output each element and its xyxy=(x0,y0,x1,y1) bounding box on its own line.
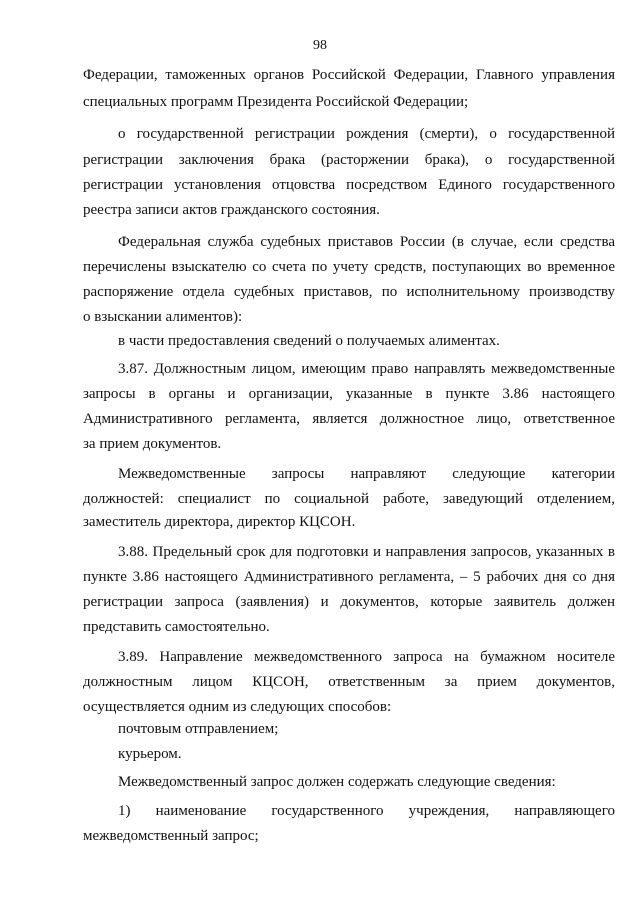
text-line: почтовым отправлением; xyxy=(118,721,279,737)
text-line: 3.88. Предельный срок для подготовки и направления запросов, указанных в xyxy=(118,544,615,560)
text-line: Административного регламента, является должностное лицо, ответственное xyxy=(83,411,615,427)
text-line: 1) наименование государственного учреждения, направляющего xyxy=(118,803,615,819)
text-line: заместитель директора, директор КЦСОН. xyxy=(83,514,356,530)
text-line: курьером. xyxy=(118,746,182,762)
text-line: распоряжение отдела судебных приставов, по исполнительному производству xyxy=(83,284,615,300)
text-line: межведомственный запрос; xyxy=(83,828,259,844)
text-line: 3.89. Направление межведомственного запроса на бумажном носителе xyxy=(118,649,615,665)
text-line: регистрации заключения брака (расторжении брака), о государственной xyxy=(83,152,615,168)
text-line: Федеральная служба судебных приставов России (в случае, если средства xyxy=(118,234,615,250)
text-line: специальных программ Президента Российской Федерации; xyxy=(83,94,469,110)
text-line: Межведомственный запрос должен содержать следующие сведения: xyxy=(118,774,556,790)
text-line: представить самостоятельно. xyxy=(83,619,270,635)
text-line: пункте 3.86 настоящего Административного регламента, – 5 рабочих дня со дня xyxy=(83,569,615,585)
text-line: Межведомственные запросы направляют следующие категории xyxy=(118,466,615,482)
text-line: перечислены взыскателю со счета по учету средств, поступающих во временное xyxy=(83,259,615,275)
text-line: должностей: специалист по социальной работе, заведующий отделением, xyxy=(83,491,615,507)
page-number: 98 xyxy=(313,38,327,53)
text-line: регистрации установления отцовства посредством Единого государственного xyxy=(83,177,615,193)
text-line: запросы в органы и организации, указанные в пункте 3.86 настоящего xyxy=(83,386,615,402)
text-line: должностным лицом КЦСОН, ответственным за прием документов, xyxy=(83,674,615,690)
text-line: осуществляется одним из следующих способов: xyxy=(83,699,392,715)
text-line: о взыскании алиментов): xyxy=(83,309,243,325)
text-line: Федерации, таможенных органов Российской Федерации, Главного управления xyxy=(83,67,615,83)
text-line: 3.87. Должностным лицом, имеющим право направлять межведомственные xyxy=(118,361,615,377)
text-line: в части предоставления сведений о получаемых алиментах. xyxy=(118,333,500,349)
text-line: реестра записи актов гражданского состояния. xyxy=(83,202,380,218)
text-line: о государственной регистрации рождения (смерти), о государственной xyxy=(118,126,615,142)
text-line: регистрации запроса (заявления) и документов, которые заявитель должен xyxy=(83,594,615,610)
text-line: за прием документов. xyxy=(83,436,222,452)
